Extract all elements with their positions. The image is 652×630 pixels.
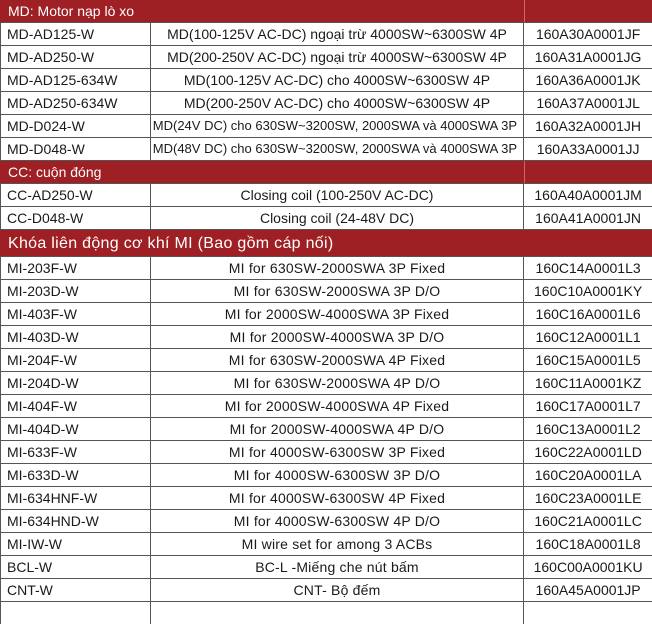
part-number: 160C10A0001KY <box>534 283 643 299</box>
part-number: 160C00A0001KU <box>533 559 643 575</box>
model-code: MI-633F-W <box>1 441 151 463</box>
model-code: MD-D048-W <box>1 138 151 160</box>
part-number: 160C17A0001L7 <box>535 398 641 414</box>
model-code: MI-634HND-W <box>1 510 151 532</box>
description: MD(100-125V AC-DC) cho 4000SW~6300SW 4P <box>151 69 524 91</box>
description: Closing coil (100-250V AC-DC) <box>151 184 524 206</box>
table-row <box>1 556 652 579</box>
part-number: 160A40A0001JM <box>534 187 642 203</box>
part-number: 160C16A0001L6 <box>535 306 641 322</box>
description: Closing coil (24-48V DC) <box>151 207 524 229</box>
table-row <box>1 92 652 115</box>
model-code <box>1 602 151 624</box>
section-title: MD: Motor nạp lò xo <box>8 3 135 19</box>
table-row <box>1 372 652 395</box>
model-code: MI-203D-W <box>1 280 151 302</box>
description: MI for 630SW-2000SWA 4P Fixed <box>151 349 524 371</box>
section-header-md <box>0 0 652 23</box>
table-row <box>1 184 652 207</box>
part-number: 160C15A0001L5 <box>535 352 641 368</box>
description: MD(48V DC) cho 630SW~3200SW, 2000SWA và 4000SWA 3P <box>151 138 524 160</box>
table-row <box>1 303 652 326</box>
table-row <box>1 23 652 46</box>
description: MI for 4000SW-6300SW 4P Fixed <box>151 487 524 509</box>
description: CNT- Bộ đếm <box>151 579 524 601</box>
table-row <box>1 115 652 138</box>
description: MI for 4000SW-6300SW 3P Fixed <box>151 441 524 463</box>
table-row <box>1 349 652 372</box>
description <box>151 602 524 624</box>
table-row <box>1 441 652 464</box>
description: MD(100-125V AC-DC) ngoại trừ 4000SW~6300SW 4P <box>151 23 524 45</box>
part-number: 160C20A0001LA <box>534 467 642 483</box>
model-code: MI-403D-W <box>1 326 151 348</box>
table-row <box>1 69 652 92</box>
description: MI for 2000SW-4000SWA 3P Fixed <box>151 303 524 325</box>
description: MI for 630SW-2000SWA 4P D/O <box>151 372 524 394</box>
table-row-empty <box>1 602 652 624</box>
model-code: MI-203F-W <box>1 257 151 279</box>
header-divider <box>524 0 525 22</box>
part-number: 160A45A0001JP <box>535 582 641 598</box>
model-code: MD-AD125-634W <box>1 69 151 91</box>
description: MI wire set for among 3 ACBs <box>151 533 524 555</box>
part-number: 160C11A0001KZ <box>534 375 642 391</box>
description: BC-L -Miếng che nút bấm <box>151 556 524 578</box>
model-code: CC-D048-W <box>1 207 151 229</box>
description: MI for 4000SW-6300SW 4P D/O <box>151 510 524 532</box>
table-row <box>1 395 652 418</box>
part-number: 160A41A0001JN <box>535 210 642 226</box>
part-number: 160A33A0001JJ <box>536 141 640 157</box>
table-row <box>1 257 652 280</box>
model-code: MI-403F-W <box>1 303 151 325</box>
model-code: MI-IW-W <box>1 533 151 555</box>
part-number: 160C13A0001L2 <box>535 421 641 437</box>
description: MI for 2000SW-4000SWA 4P Fixed <box>151 395 524 417</box>
part-number: 160A37A0001JL <box>536 95 640 111</box>
model-code: MI-204F-W <box>1 349 151 371</box>
table-row <box>1 46 652 69</box>
section-md-rows <box>0 23 652 161</box>
description: MI for 2000SW-4000SWA 4P D/O <box>151 418 524 440</box>
table-row <box>1 138 652 161</box>
section-title: CC: cuộn đóng <box>8 164 102 180</box>
part-number: 160C14A0001L3 <box>535 260 641 276</box>
table-row <box>1 487 652 510</box>
table-row <box>1 280 652 303</box>
section-header-mi <box>0 230 652 257</box>
model-code: MD-AD250-W <box>1 46 151 68</box>
description: MD(200-250V AC-DC) ngoại trừ 4000SW~6300SW 4P <box>151 46 524 68</box>
part-number: 160A32A0001JH <box>535 118 642 134</box>
description: MI for 630SW-2000SWA 3P Fixed <box>151 257 524 279</box>
table-row <box>1 418 652 441</box>
part-number: 160A30A0001JF <box>535 26 641 42</box>
table-row <box>1 533 652 556</box>
table-row <box>1 579 652 602</box>
part-number: 160A31A0001JG <box>534 49 642 65</box>
model-code: MI-404F-W <box>1 395 151 417</box>
model-code: MI-634HNF-W <box>1 487 151 509</box>
model-code: MI-633D-W <box>1 464 151 486</box>
table-row <box>1 326 652 349</box>
model-code: MI-204D-W <box>1 372 151 394</box>
description: MD(24V DC) cho 630SW~3200SW, 2000SWA và 4000SWA 3P <box>151 115 524 137</box>
part-number: 160A36A0001JK <box>535 72 641 88</box>
table-row <box>1 464 652 487</box>
section-cc-rows <box>0 184 652 230</box>
model-code: MD-D024-W <box>1 115 151 137</box>
table-row <box>1 510 652 533</box>
model-code: MI-404D-W <box>1 418 151 440</box>
section-title: Khóa liên động cơ khí MI (Bao gồm cáp nối) <box>8 235 334 252</box>
model-code: CNT-W <box>1 579 151 601</box>
model-code: BCL-W <box>1 556 151 578</box>
part-number: 160C21A0001LC <box>534 513 642 529</box>
part-number: 160C18A0001L8 <box>535 536 641 552</box>
description: MI for 2000SW-4000SWA 3P D/O <box>151 326 524 348</box>
description: MD(200-250V AC-DC) cho 4000SW~6300SW 4P <box>151 92 524 114</box>
model-code: MD-AD250-634W <box>1 92 151 114</box>
section-mi-rows <box>0 257 652 624</box>
model-code: CC-AD250-W <box>1 184 151 206</box>
table-row <box>1 207 652 230</box>
model-code: MD-AD125-W <box>1 23 151 45</box>
part-number: 160C12A0001L1 <box>535 329 641 345</box>
section-header-cc <box>0 161 652 184</box>
part-number <box>524 602 652 624</box>
description: MI for 4000SW-6300SW 3P D/O <box>151 464 524 486</box>
header-divider <box>524 161 525 183</box>
part-number: 160C23A0001LE <box>534 490 642 506</box>
description: MI for 630SW-2000SWA 3P D/O <box>151 280 524 302</box>
part-number: 160C22A0001LD <box>534 444 642 460</box>
